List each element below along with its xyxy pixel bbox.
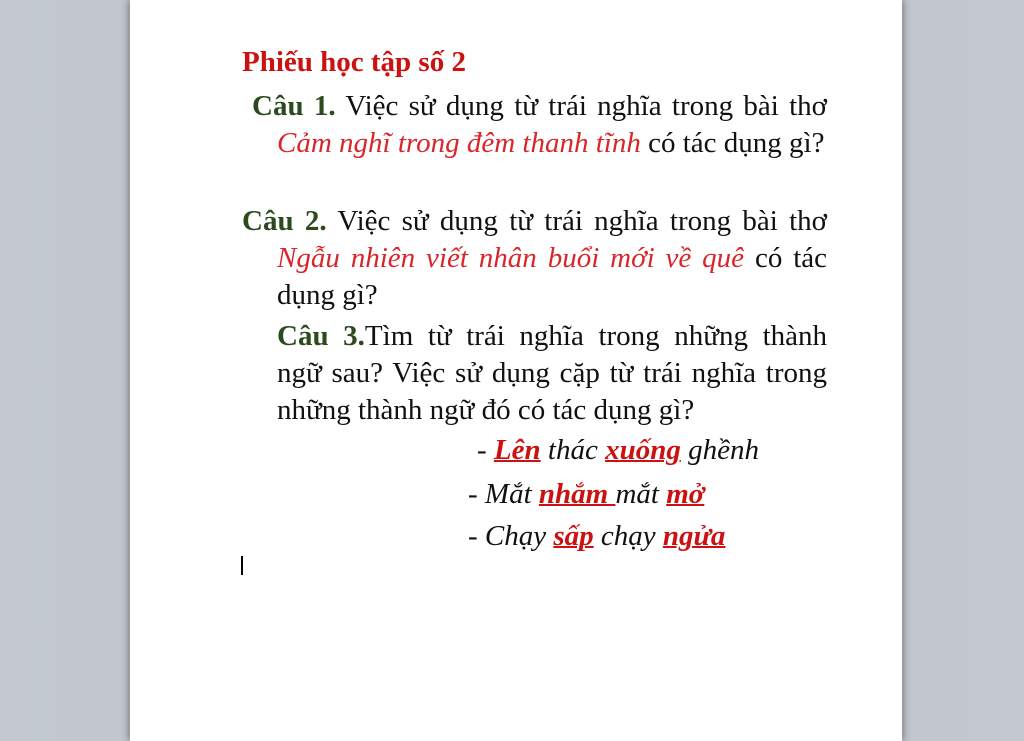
question-3-text: Tìm từ trái nghĩa trong những thành ngữ sau? Việc sử dụng cặp từ trái nghĩa trong những thành ngữ đó có tác dụng gì? [277, 320, 827, 426]
idiom-2 [468, 476, 704, 512]
text-cursor [241, 556, 243, 575]
idiom-2-antonym-1: nhắm [538, 478, 616, 510]
document-page[interactable] [130, 0, 902, 741]
question-2-label: Câu 2. [242, 205, 327, 237]
question-1-text-before: Việc sử dụng từ trái nghĩa trong bài thơ [335, 90, 827, 122]
question-2-text-before: Việc sử dụng từ trái nghĩa trong bài thơ [326, 205, 827, 237]
idiom-1-prefix: - [477, 434, 494, 466]
idiom-1-suffix: ghềnh [680, 434, 759, 466]
question-1 [252, 88, 827, 162]
question-1-text-after: có tác dụng gì? [640, 127, 825, 159]
question-3-label: Câu 3. [277, 320, 365, 352]
question-1-label: Câu 1. [252, 90, 336, 122]
idiom-1-antonym-2: xuống [605, 434, 681, 466]
question-2-text-after: có tác dụng gì? [277, 242, 828, 311]
worksheet-title: Phiếu học tập số 2 [242, 46, 466, 78]
idiom-2-prefix: - Mắt [468, 478, 539, 510]
idiom-3-antonym-2: ngửa [662, 520, 726, 552]
idiom-3-prefix: - Chạy [468, 520, 554, 552]
question-2-poem-title: Ngẫu nhiên viết nhân buổi mới về quê [277, 242, 745, 274]
question-2 [242, 203, 828, 314]
idiom-3-antonym-1: sấp [553, 520, 594, 552]
idiom-1 [477, 432, 759, 468]
idiom-2-middle: mắt [615, 478, 667, 510]
idiom-3-middle: chạy [593, 520, 663, 552]
question-1-poem-title: Cảm nghĩ trong đêm thanh tĩnh [277, 127, 641, 159]
idiom-1-antonym-1: Lên [493, 434, 541, 466]
idiom-2-antonym-2: mở [666, 478, 705, 510]
idiom-3 [468, 518, 725, 554]
question-3 [277, 318, 827, 429]
idiom-1-middle: thác [540, 434, 606, 466]
